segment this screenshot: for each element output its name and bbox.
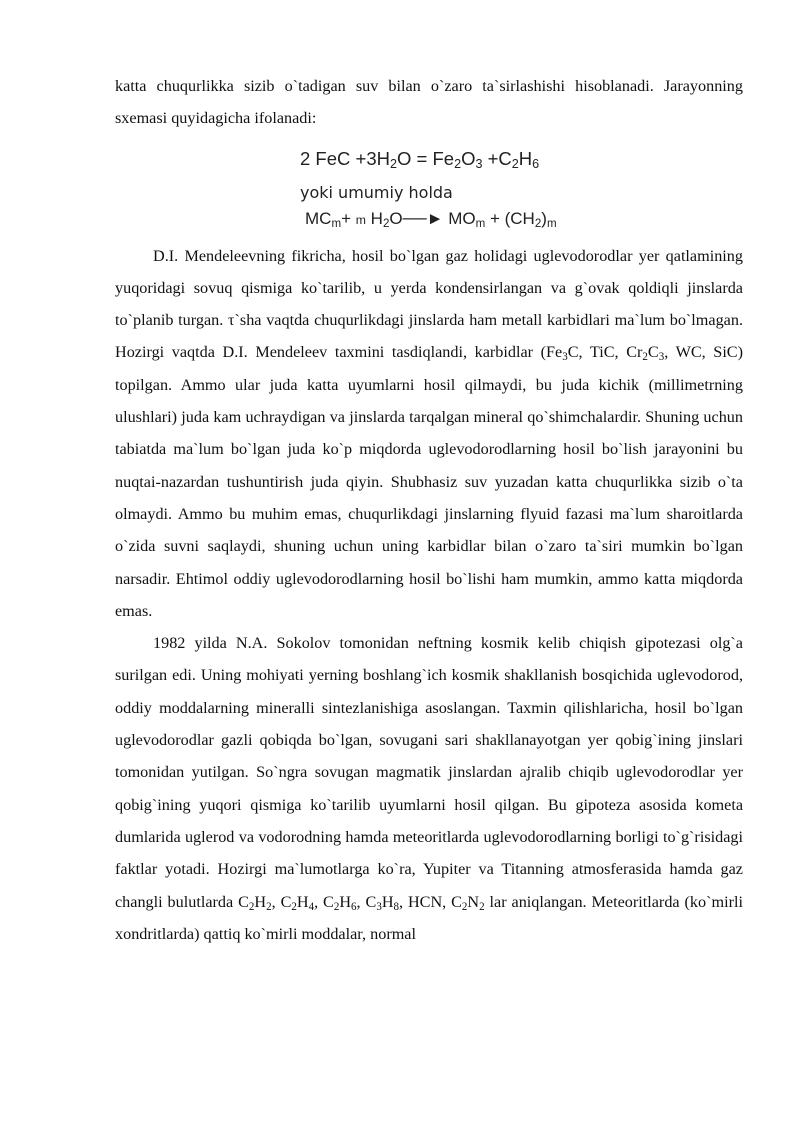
arrow-icon: ──► <box>402 208 444 228</box>
formula-line-general: $MC_m+ m$ $H_2O──►$ $MO_m + (CH_2)_m$ <box>305 208 557 230</box>
paragraph-mendeleev: D.I. Mendeleevning fikricha, hosil bo`lgan gaz holidagi uglevodorodlar yer qatlamining yuqoridagi sovuq qismiga ko`tarilib, u yerda kondensirlangan va g`ovak qoldiqli jinslarda to`planib turgan. τ`sha vaqtda chuqurlikdagi jinslarda ham metall karbidlari ma`lum bo`lmagan. Hozirgi vaqtda D.I. Mendeleev taxmini tasdiqlandi, karbidlar ($Fe_3C$, TiC, $Cr_2C_3$, WC, SiC) topilgan. Ammo ular juda katta uyumlarni hosil qilmaydi, bu juda kichik (millimetrning ulushlari) juda kam uchraydigan va jinslarda tarqalgan mineral qo`shimchalardir. Shuning uchun tabiatda ma`lum bo`lgan juda ko`p miqdorda uglevodorodlarning hosil bo`lish jarayonini bu nuqtai-nazardan tushuntirish juda qiyin. Shubhasiz suv yuzadan katta chuqurlikka sizib o`ta olmaydi. Ammo bu muhim emas, chuqurlikdagi jinslarning flyuid fazasi ma`lum sharoitlarda o`zida suvni saqlaydi, shuning uchun uning karbidlar bilan o`zaro ta`siri mumkin bo`lgan narsadir. Ehtimol oddiy uglevodorodlarning hosil bo`lishi ham mumkin, ammo katta miqdorda emas. <box>115 246 743 620</box>
chemical-reaction-scheme <box>115 141 743 236</box>
paragraph-sokolov: 1982 yilda N.A. Sokolov tomonidan neftning kosmik kelib chiqish gipotezasi olg`a surilgan edi. Uning mohiyati yerning boshlang`ich kosmik shakllanish bosqichida uglevodorod, oddiy moddalarning mineralli sintezlanishiga asoslangan. Taxmin qilishlaricha, hosil bo`lgan uglevodorodlar gazli qobiqda bo`lgan, sovugani sari shakllanayotgan yer qobig`ining jinslari tomonidan yutilgan. So`ngra sovugan magmatik jinslardan ajralib chiqib uglevodorodlar yer qobig`ining yuqori qismiga ko`tarilib uyumlarni hosil qilgan. Bu gipoteza asosida kometa dumlarida uglerod va vodorodning hamda meteoritlarda uglevodorodlarning borligi to`g`risidagi faktlar yotadi. Hozirgi ma`lumotlarga ko`ra, Yupiter va Titanning atmosferasida hamda gaz changli bulutlarda $C_2H_2$, $C_2H_4$, $C_2H_6$, $C_3H_8$, HCN, $C_2N_2$ lar aniqlangan. Meteoritlarda (ko`mirli xondritlarda) qattiq ko`mirli moddalar, normal <box>115 634 743 943</box>
text-run: katta chuqurlikka sizib o`tadigan suv bilan o`zaro ta`sirlashishi hisoblanadi. Jarayonning sxemasi quyidagicha ifolanadi: <box>115 77 743 128</box>
formula-line-iron-carbide: 2 FeC $+3H_2O = Fe_2O_3 +C_2H_6$ <box>300 147 540 171</box>
paragraph-intro <box>115 70 743 135</box>
document-page <box>115 70 743 950</box>
formula-caption: yoki umumiy holda <box>300 182 453 202</box>
